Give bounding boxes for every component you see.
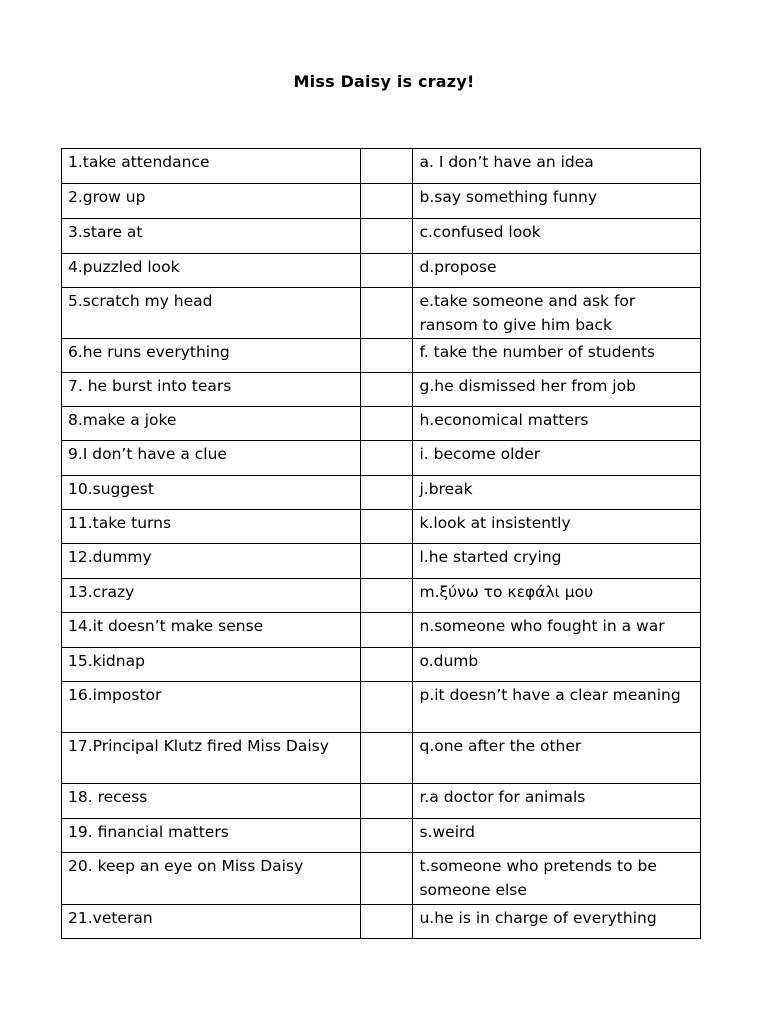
definition-cell bbox=[413, 373, 701, 407]
term-text: 5.scratch my head bbox=[68, 292, 213, 310]
term-cell bbox=[62, 219, 361, 254]
term-text: 16.impostor bbox=[68, 686, 162, 704]
term-text: 2.grow up bbox=[68, 188, 146, 206]
definition-cell bbox=[413, 149, 701, 184]
term-cell bbox=[62, 648, 361, 682]
table-row bbox=[62, 544, 701, 579]
table-row bbox=[62, 288, 701, 339]
definition-text: f. take the number of students bbox=[419, 343, 656, 361]
definition-text: q.one after the other bbox=[419, 737, 582, 755]
definition-text: h.economical matters bbox=[419, 411, 589, 429]
term-cell bbox=[62, 682, 361, 733]
term-cell bbox=[62, 407, 361, 441]
term-cell bbox=[62, 853, 361, 905]
answer-cell[interactable] bbox=[360, 184, 413, 219]
definition-text: g.he dismissed her from job bbox=[419, 377, 636, 395]
table-row bbox=[62, 373, 701, 407]
table-row bbox=[62, 149, 701, 184]
table-row bbox=[62, 579, 701, 613]
answer-cell[interactable] bbox=[360, 905, 413, 939]
term-cell bbox=[62, 339, 361, 373]
definition-text: u.he is in charge of everything bbox=[419, 909, 657, 927]
definition-cell bbox=[413, 733, 701, 784]
definition-cell bbox=[413, 819, 701, 853]
term-text: 10.suggest bbox=[68, 480, 154, 498]
definition-cell bbox=[413, 784, 701, 819]
term-cell bbox=[62, 184, 361, 219]
answer-cell[interactable] bbox=[360, 819, 413, 853]
definition-text: e.take someone and ask for ransom to give him back bbox=[419, 292, 636, 334]
answer-cell[interactable] bbox=[360, 579, 413, 613]
table-row bbox=[62, 510, 701, 544]
definition-text: i. become older bbox=[419, 445, 541, 463]
term-text: 17.Principal Klutz fired Miss Daisy bbox=[68, 737, 329, 755]
definition-text: m.ξύνω το κεφάλι μου bbox=[419, 583, 594, 601]
term-text: 7. he burst into tears bbox=[68, 377, 232, 395]
definition-cell bbox=[413, 510, 701, 544]
term-cell bbox=[62, 288, 361, 339]
table-row bbox=[62, 648, 701, 682]
definition-cell bbox=[413, 613, 701, 648]
answer-cell[interactable] bbox=[360, 476, 413, 510]
definition-cell bbox=[413, 441, 701, 476]
table-row bbox=[62, 784, 701, 819]
matching-table-body bbox=[62, 149, 701, 939]
definition-text: b.say something funny bbox=[419, 188, 598, 206]
definition-text: s.weird bbox=[419, 823, 475, 841]
definition-cell bbox=[413, 254, 701, 288]
definition-text: t.someone who pretends to be someone else bbox=[419, 857, 657, 899]
answer-cell[interactable] bbox=[360, 682, 413, 733]
table-row bbox=[62, 613, 701, 648]
term-cell bbox=[62, 373, 361, 407]
definition-text: p.it doesn’t have a clear meaning bbox=[419, 686, 681, 704]
table-row bbox=[62, 682, 701, 733]
table-row bbox=[62, 441, 701, 476]
definition-cell bbox=[413, 288, 701, 339]
term-cell bbox=[62, 510, 361, 544]
definition-text: c.confused look bbox=[419, 223, 541, 241]
term-cell bbox=[62, 579, 361, 613]
table-row bbox=[62, 476, 701, 510]
answer-cell[interactable] bbox=[360, 544, 413, 579]
term-text: 14.it doesn’t make sense bbox=[68, 617, 264, 635]
definition-cell bbox=[413, 648, 701, 682]
term-text: 6.he runs everything bbox=[68, 343, 230, 361]
definition-cell bbox=[413, 682, 701, 733]
answer-cell[interactable] bbox=[360, 254, 413, 288]
answer-cell[interactable] bbox=[360, 149, 413, 184]
answer-cell[interactable] bbox=[360, 613, 413, 648]
matching-table bbox=[61, 148, 701, 939]
term-text: 4.puzzled look bbox=[68, 258, 180, 276]
term-text: 3.stare at bbox=[68, 223, 143, 241]
definition-cell bbox=[413, 579, 701, 613]
table-row bbox=[62, 853, 701, 905]
term-cell bbox=[62, 441, 361, 476]
term-text: 1.take attendance bbox=[68, 153, 210, 171]
table-row bbox=[62, 819, 701, 853]
term-cell bbox=[62, 733, 361, 784]
answer-cell[interactable] bbox=[360, 784, 413, 819]
term-cell bbox=[62, 819, 361, 853]
definition-cell bbox=[413, 407, 701, 441]
term-cell bbox=[62, 476, 361, 510]
term-text: 18. recess bbox=[68, 788, 148, 806]
answer-cell[interactable] bbox=[360, 339, 413, 373]
term-text: 20. keep an eye on Miss Daisy bbox=[68, 857, 304, 875]
table-row bbox=[62, 733, 701, 784]
definition-cell bbox=[413, 476, 701, 510]
term-cell bbox=[62, 149, 361, 184]
table-row bbox=[62, 219, 701, 254]
definition-text: a. I don’t have an idea bbox=[419, 153, 594, 171]
term-text: 21.veteran bbox=[68, 909, 153, 927]
definition-cell bbox=[413, 219, 701, 254]
definition-cell bbox=[413, 853, 701, 905]
term-text: 13.crazy bbox=[68, 583, 135, 601]
term-text: 12.dummy bbox=[68, 548, 152, 566]
definition-text: j.break bbox=[419, 480, 473, 498]
definition-text: n.someone who fought in a war bbox=[419, 617, 665, 635]
definition-cell bbox=[413, 905, 701, 939]
definition-text: k.look at insistently bbox=[419, 514, 571, 532]
term-text: 11.take turns bbox=[68, 514, 172, 532]
answer-cell[interactable] bbox=[360, 510, 413, 544]
answer-cell[interactable] bbox=[360, 733, 413, 784]
definition-text: r.a doctor for animals bbox=[419, 788, 586, 806]
term-text: 15.kidnap bbox=[68, 652, 145, 670]
table-row bbox=[62, 184, 701, 219]
term-text: 19. financial matters bbox=[68, 823, 229, 841]
term-cell bbox=[62, 254, 361, 288]
answer-cell[interactable] bbox=[360, 407, 413, 441]
table-row bbox=[62, 254, 701, 288]
table-row bbox=[62, 905, 701, 939]
answer-cell[interactable] bbox=[360, 853, 413, 905]
page-title: Miss Daisy is crazy! bbox=[293, 72, 475, 91]
answer-cell[interactable] bbox=[360, 648, 413, 682]
answer-cell[interactable] bbox=[360, 288, 413, 339]
term-cell bbox=[62, 613, 361, 648]
definition-text: o.dumb bbox=[419, 652, 479, 670]
definition-cell bbox=[413, 544, 701, 579]
term-text: 9.I don’t have a clue bbox=[68, 445, 227, 463]
answer-cell[interactable] bbox=[360, 219, 413, 254]
table-row bbox=[62, 339, 701, 373]
term-text: 8.make a joke bbox=[68, 411, 177, 429]
definition-text: d.propose bbox=[419, 258, 497, 276]
definition-cell bbox=[413, 184, 701, 219]
definition-cell bbox=[413, 339, 701, 373]
term-cell bbox=[62, 544, 361, 579]
answer-cell[interactable] bbox=[360, 441, 413, 476]
term-cell bbox=[62, 784, 361, 819]
definition-text: l.he started crying bbox=[419, 548, 562, 566]
answer-cell[interactable] bbox=[360, 373, 413, 407]
term-cell bbox=[62, 905, 361, 939]
table-row bbox=[62, 407, 701, 441]
